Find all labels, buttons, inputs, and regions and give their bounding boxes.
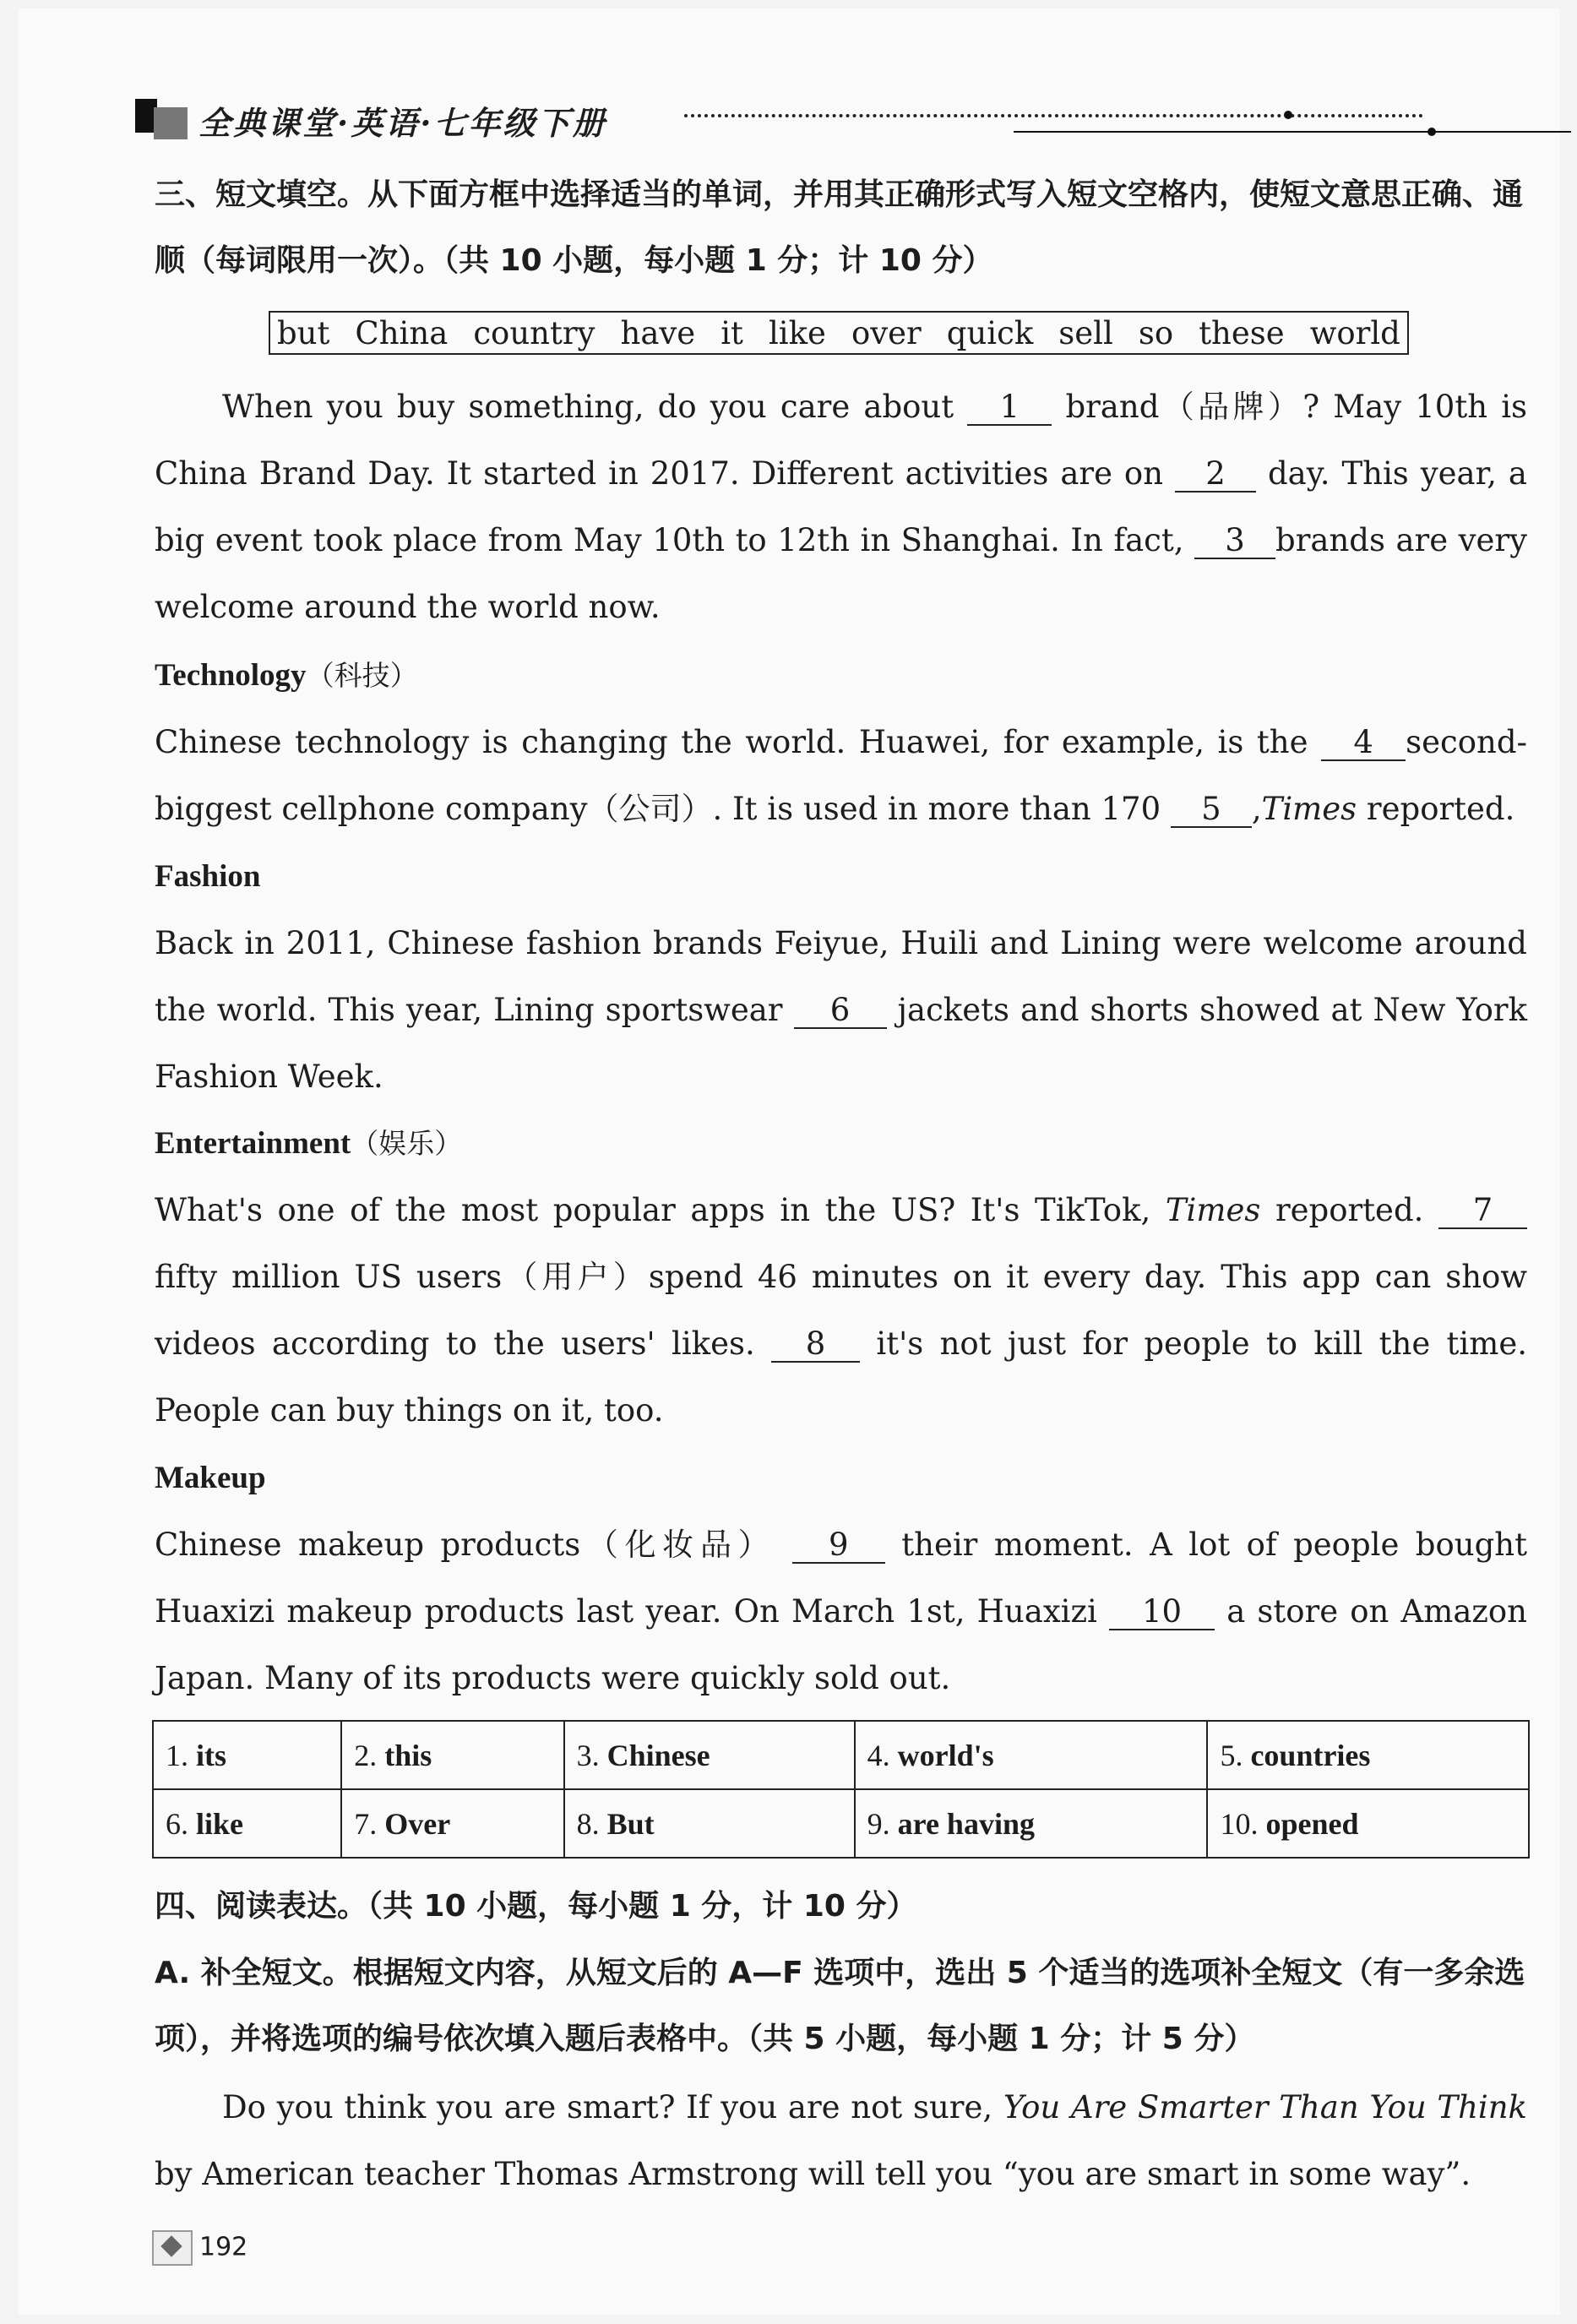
blank-8[interactable]: 8 xyxy=(771,1327,860,1363)
header-dot xyxy=(1284,111,1292,119)
header-title: 全典课堂·英语·七年级下册 xyxy=(198,104,607,142)
blank-9[interactable]: 9 xyxy=(792,1528,885,1564)
answer-cell: 2. this xyxy=(341,1721,563,1789)
answer-cell: 3. Chinese xyxy=(564,1721,855,1789)
entertainment-paragraph xyxy=(155,1177,1527,1444)
word: world xyxy=(1309,314,1400,351)
text: Do you think you are smart? If you are not sure, xyxy=(222,2089,993,2125)
intro-paragraph xyxy=(155,373,1527,640)
text: fifty million US users（用户）spend 46 minutes on it every day. This app can show videos according to the users' likes. xyxy=(155,1259,1527,1362)
text: their moment. A lot of people bought Huaxizi makeup products last year. On March 1st, Huaxizi xyxy=(155,1527,1527,1630)
heading-cn: （科技） xyxy=(306,659,418,692)
answer-cell: 1. its xyxy=(153,1721,341,1789)
text: brand（品牌）? May 10th is China Brand Day. It started in 2017. Different activities are on xyxy=(155,389,1528,492)
table-row xyxy=(153,1789,1529,1858)
blank-10[interactable]: 10 xyxy=(1109,1595,1215,1630)
table-row xyxy=(153,1721,1529,1789)
word: like xyxy=(768,314,826,351)
word: sell xyxy=(1058,314,1113,351)
book-title: You Are Smarter Than You Think xyxy=(1003,2089,1527,2125)
text: reported. xyxy=(1275,1192,1424,1228)
makeup-paragraph xyxy=(155,1511,1527,1712)
blank-4[interactable]: 4 xyxy=(1321,726,1406,761)
word: country xyxy=(473,314,595,351)
word: it xyxy=(721,314,743,351)
header-solid-rule xyxy=(1014,131,1571,133)
section4-partA-instruction: A. 补全短文。根据短文内容，从短文后的 A—F 选项中，选出 5 个适当的选项补全短文（有一多余选项），并将选项的编号依次填入题后表格中。（共 5 小题，每小题 1 分；计 5 分） xyxy=(155,1956,1525,2056)
blank-7[interactable]: 7 xyxy=(1438,1194,1527,1229)
makeup-heading: Makeup xyxy=(155,1461,266,1495)
answer-table xyxy=(152,1720,1530,1859)
answer-cell: 10. opened xyxy=(1207,1789,1529,1858)
header-dotted-rule xyxy=(684,114,1423,117)
blank-6[interactable]: 6 xyxy=(794,993,887,1029)
text: Back in 2011, Chinese fashion brands Feiyue, Huili and Lining were welcome around the world. This year, Lining sportswear xyxy=(155,925,1527,1028)
text: day. This year, a big event took place from May 10th to 12th in Shanghai. In fact, xyxy=(155,455,1527,558)
technology-paragraph xyxy=(155,709,1527,842)
answer-cell: 6. like xyxy=(153,1789,341,1858)
word: over xyxy=(851,314,922,351)
word: so xyxy=(1138,314,1174,351)
text: When you buy something, do you care about xyxy=(222,389,954,425)
fashion-paragraph xyxy=(155,910,1527,1110)
italic-text: Times xyxy=(1165,1192,1261,1228)
word: have xyxy=(620,314,696,351)
word: quick xyxy=(946,314,1034,351)
answer-cell: 7. Over xyxy=(341,1789,563,1858)
section4-instruction: 四、阅读表达。（共 10 小题，每小题 1 分，计 10 分） xyxy=(155,1889,917,1924)
page-number-text: 192 xyxy=(199,2232,248,2262)
text: a store on Amazon Japan. Many of its products were quickly sold out. xyxy=(155,1593,1528,1696)
entertainment-heading xyxy=(155,1110,462,1177)
text: What's one of the most popular apps in the US? It's TikTok, xyxy=(155,1192,1151,1228)
word: but xyxy=(277,314,330,351)
heading-text: Technology xyxy=(155,658,307,693)
blank-2[interactable]: 2 xyxy=(1175,457,1256,493)
word: these xyxy=(1199,314,1285,351)
heading-cn: （娱乐） xyxy=(351,1127,463,1160)
text: reported. xyxy=(1366,791,1515,827)
text: by American teacher Thomas Armstrong will tell you “you are smart in some way”. xyxy=(155,2156,1471,2192)
text: brands are very welcome around the world now. xyxy=(155,522,1527,625)
technology-heading xyxy=(155,642,418,709)
answer-cell: 4. world's xyxy=(855,1721,1208,1789)
answer-cell: 8. But xyxy=(564,1789,855,1858)
blank-1[interactable]: 1 xyxy=(967,390,1052,426)
text: Chinese makeup products（化妆品） xyxy=(155,1527,776,1563)
blank-5[interactable]: 5 xyxy=(1171,792,1252,828)
diamond-icon xyxy=(152,2230,193,2266)
answer-cell: 5. countries xyxy=(1207,1721,1529,1789)
blank-3[interactable]: 3 xyxy=(1194,524,1275,559)
word: China xyxy=(355,314,449,351)
text: Chinese technology is changing the world. Huawei, for example, is the xyxy=(155,724,1308,760)
fashion-heading: Fashion xyxy=(155,859,261,894)
italic-text: Times xyxy=(1261,791,1357,827)
text: second-biggest cellphone company（公司）. It is used in more than 170 xyxy=(155,724,1528,827)
section4-paragraph xyxy=(155,2074,1527,2207)
answer-cell: 9. are having xyxy=(855,1789,1208,1858)
text: it's not just for people to kill the time. People can buy things on it, too. xyxy=(155,1325,1528,1429)
header-dot xyxy=(1427,128,1436,136)
text: , xyxy=(1251,791,1262,827)
page-number xyxy=(152,2230,247,2266)
text: jackets and shorts showed at New York Fashion Week. xyxy=(155,992,1528,1095)
header-logo-shade xyxy=(154,107,188,139)
running-header xyxy=(135,89,1444,148)
section3-instruction: 三、短文填空。从下面方框中选择适当的单词，并用其正确形式写入短文空格内，使短文意思正确、通顺（每词限用一次）。（共 10 小题，每小题 1 分；计 10 分） xyxy=(155,177,1524,278)
heading-text: Entertainment xyxy=(155,1126,351,1161)
word-box xyxy=(269,311,1409,355)
